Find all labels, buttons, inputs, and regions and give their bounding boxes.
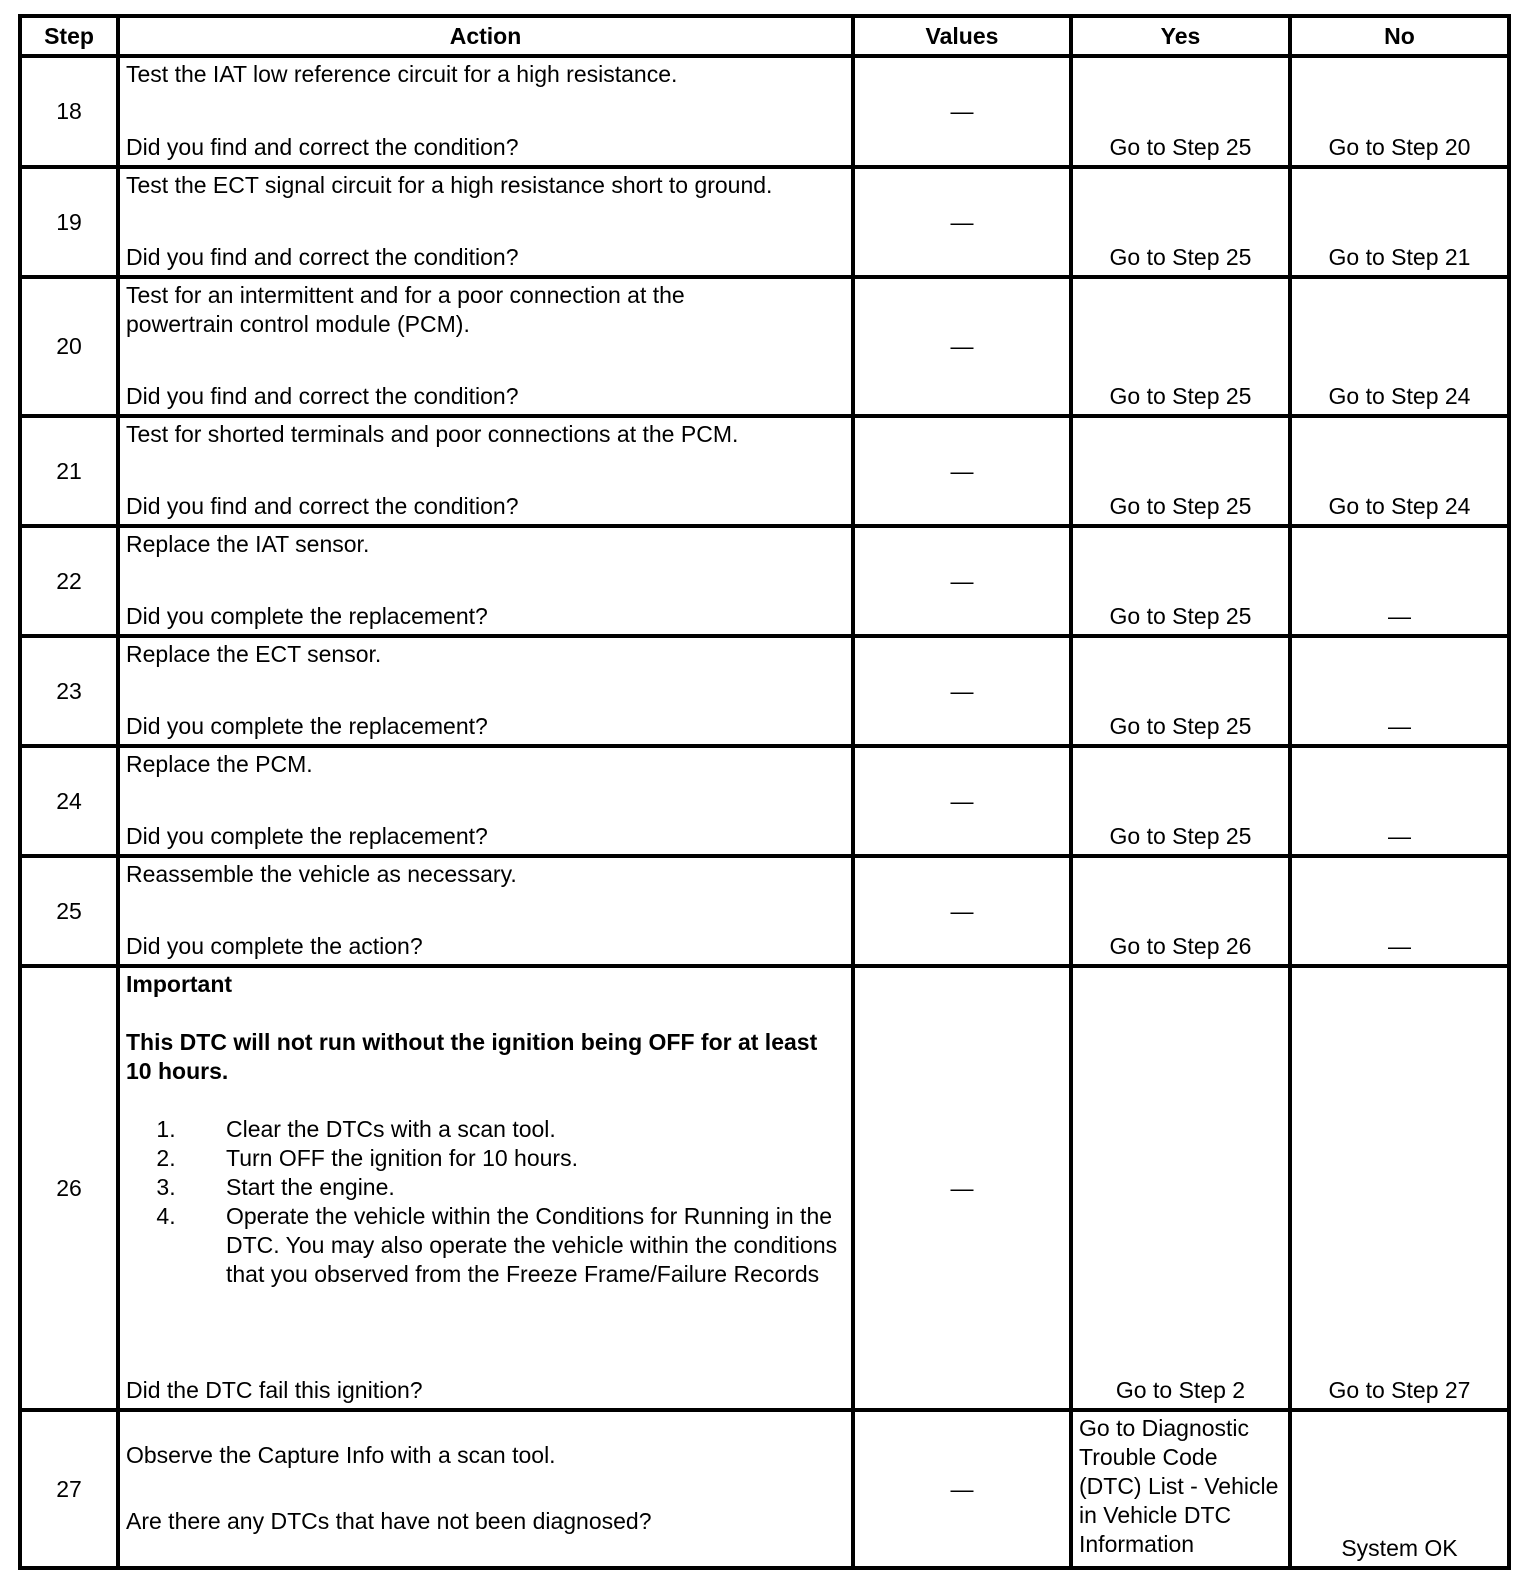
values-cell: — bbox=[853, 746, 1071, 856]
table-row bbox=[20, 416, 1509, 526]
values-cell: — bbox=[853, 636, 1071, 746]
table-row bbox=[20, 1410, 1509, 1568]
no-cell bbox=[1290, 1410, 1509, 1568]
action-cell bbox=[118, 1410, 853, 1568]
no-cell bbox=[1290, 167, 1509, 277]
header-row bbox=[20, 16, 1509, 56]
list-item: 3. Start the engine. bbox=[182, 1173, 845, 1202]
action-question: Did you find and correct the condition? bbox=[126, 493, 519, 519]
yes-text: Go to Diagnostic Trouble Code (DTC) List - Vehicle in Vehicle DTC Information bbox=[1079, 1415, 1279, 1557]
step-number: 20 bbox=[20, 277, 118, 416]
values-cell: — bbox=[853, 966, 1071, 1410]
table-row bbox=[20, 746, 1509, 856]
action-text: Observe the Capture Info with a scan tool. bbox=[126, 1442, 556, 1468]
header-action: Action bbox=[118, 16, 853, 56]
no-cell bbox=[1290, 56, 1509, 167]
yes-text: Go to Step 25 bbox=[1109, 713, 1252, 739]
step-number: 26 bbox=[20, 966, 118, 1410]
table-row bbox=[20, 856, 1509, 966]
step-number: 22 bbox=[20, 526, 118, 636]
yes-cell bbox=[1071, 856, 1290, 966]
action-text: Replace the PCM. bbox=[126, 751, 313, 777]
action-cell bbox=[118, 856, 853, 966]
yes-cell bbox=[1071, 167, 1290, 277]
action-question: Did the DTC fail this ignition? bbox=[126, 1377, 423, 1403]
no-text: Go to Step 20 bbox=[1328, 134, 1471, 160]
important-text: This DTC will not run without the ignition being OFF for at least 10 hours. bbox=[126, 1029, 818, 1084]
yes-cell bbox=[1071, 746, 1290, 856]
values-cell: — bbox=[853, 56, 1071, 167]
action-question: Did you complete the replacement? bbox=[126, 823, 488, 849]
no-text: — bbox=[1388, 603, 1411, 629]
action-cell bbox=[118, 277, 853, 416]
action-cell bbox=[118, 746, 853, 856]
values-cell: — bbox=[853, 416, 1071, 526]
yes-text: Go to Step 2 bbox=[1115, 1377, 1246, 1403]
yes-text: Go to Step 25 bbox=[1109, 823, 1252, 849]
action-text: Replace the ECT sensor. bbox=[126, 641, 382, 667]
yes-text: Go to Step 25 bbox=[1109, 383, 1252, 409]
action-question: Did you find and correct the condition? bbox=[126, 244, 519, 270]
diagnostic-table bbox=[18, 14, 1511, 1570]
no-text: — bbox=[1388, 823, 1411, 849]
yes-cell bbox=[1071, 1410, 1290, 1568]
action-cell bbox=[118, 526, 853, 636]
values-cell: — bbox=[853, 526, 1071, 636]
action-question: Did you complete the replacement? bbox=[126, 713, 488, 739]
no-text: Go to Step 27 bbox=[1328, 1377, 1471, 1403]
table-row bbox=[20, 966, 1509, 1410]
no-text: — bbox=[1388, 713, 1411, 739]
action-text: Reassemble the vehicle as necessary. bbox=[126, 861, 517, 887]
no-cell bbox=[1290, 856, 1509, 966]
header-no: No bbox=[1290, 16, 1509, 56]
list-item: 2. Turn OFF the ignition for 10 hours. bbox=[182, 1144, 845, 1173]
yes-cell bbox=[1071, 636, 1290, 746]
no-cell bbox=[1290, 966, 1509, 1410]
list-item: 1. Clear the DTCs with a scan tool. bbox=[182, 1115, 845, 1144]
step-number: 23 bbox=[20, 636, 118, 746]
important-label: Important bbox=[126, 971, 233, 997]
yes-text: Go to Step 25 bbox=[1109, 493, 1252, 519]
table-row bbox=[20, 56, 1509, 167]
values-cell: — bbox=[853, 1410, 1071, 1568]
step-number: 24 bbox=[20, 746, 118, 856]
yes-text: Go to Step 25 bbox=[1109, 603, 1252, 629]
header-values: Values bbox=[853, 16, 1071, 56]
action-text: Test the IAT low reference circuit for a high resistance. bbox=[126, 61, 678, 87]
yes-cell bbox=[1071, 277, 1290, 416]
action-question: Did you find and correct the condition? bbox=[126, 383, 519, 409]
procedure-list bbox=[126, 1115, 845, 1289]
table-row bbox=[20, 167, 1509, 277]
no-text: System OK bbox=[1341, 1535, 1458, 1561]
yes-text: Go to Step 26 bbox=[1109, 933, 1252, 959]
action-text: Test for an intermittent and for a poor connection at the powertrain control module (PCM). bbox=[126, 282, 685, 337]
action-question: Are there any DTCs that have not been diagnosed? bbox=[126, 1508, 652, 1534]
no-cell bbox=[1290, 526, 1509, 636]
action-text: Test for shorted terminals and poor connections at the PCM. bbox=[126, 421, 739, 447]
table-row bbox=[20, 526, 1509, 636]
action-cell bbox=[118, 966, 853, 1410]
header-step: Step bbox=[20, 16, 118, 56]
yes-cell bbox=[1071, 966, 1290, 1410]
values-cell: — bbox=[853, 167, 1071, 277]
header-yes: Yes bbox=[1071, 16, 1290, 56]
action-text: Replace the IAT sensor. bbox=[126, 531, 370, 557]
table-row bbox=[20, 277, 1509, 416]
step-number: 19 bbox=[20, 167, 118, 277]
no-cell bbox=[1290, 746, 1509, 856]
action-cell bbox=[118, 167, 853, 277]
action-cell bbox=[118, 636, 853, 746]
no-text: Go to Step 21 bbox=[1328, 244, 1471, 270]
action-cell bbox=[118, 416, 853, 526]
yes-cell bbox=[1071, 526, 1290, 636]
no-cell bbox=[1290, 636, 1509, 746]
no-cell bbox=[1290, 416, 1509, 526]
action-question: Did you complete the replacement? bbox=[126, 603, 488, 629]
step-number: 21 bbox=[20, 416, 118, 526]
values-cell: — bbox=[853, 277, 1071, 416]
values-cell: — bbox=[853, 856, 1071, 966]
no-text: Go to Step 24 bbox=[1328, 493, 1471, 519]
action-text: Test the ECT signal circuit for a high resistance short to ground. bbox=[126, 172, 773, 198]
no-text: — bbox=[1388, 933, 1411, 959]
step-number: 18 bbox=[20, 56, 118, 167]
action-question: Did you find and correct the condition? bbox=[126, 134, 519, 160]
step-number: 25 bbox=[20, 856, 118, 966]
step-number: 27 bbox=[20, 1410, 118, 1568]
action-cell bbox=[118, 56, 853, 167]
yes-text: Go to Step 25 bbox=[1109, 134, 1252, 160]
yes-cell bbox=[1071, 56, 1290, 167]
yes-cell bbox=[1071, 416, 1290, 526]
action-question: Did you complete the action? bbox=[126, 933, 423, 959]
list-item: 4. Operate the vehicle within the Conditions for Running in the DTC. You may also operate the vehicle within the conditions that you observed from the Freeze Frame/Failure Records bbox=[182, 1202, 845, 1289]
no-cell bbox=[1290, 277, 1509, 416]
table-row bbox=[20, 636, 1509, 746]
yes-text: Go to Step 25 bbox=[1109, 244, 1252, 270]
no-text: Go to Step 24 bbox=[1328, 383, 1471, 409]
